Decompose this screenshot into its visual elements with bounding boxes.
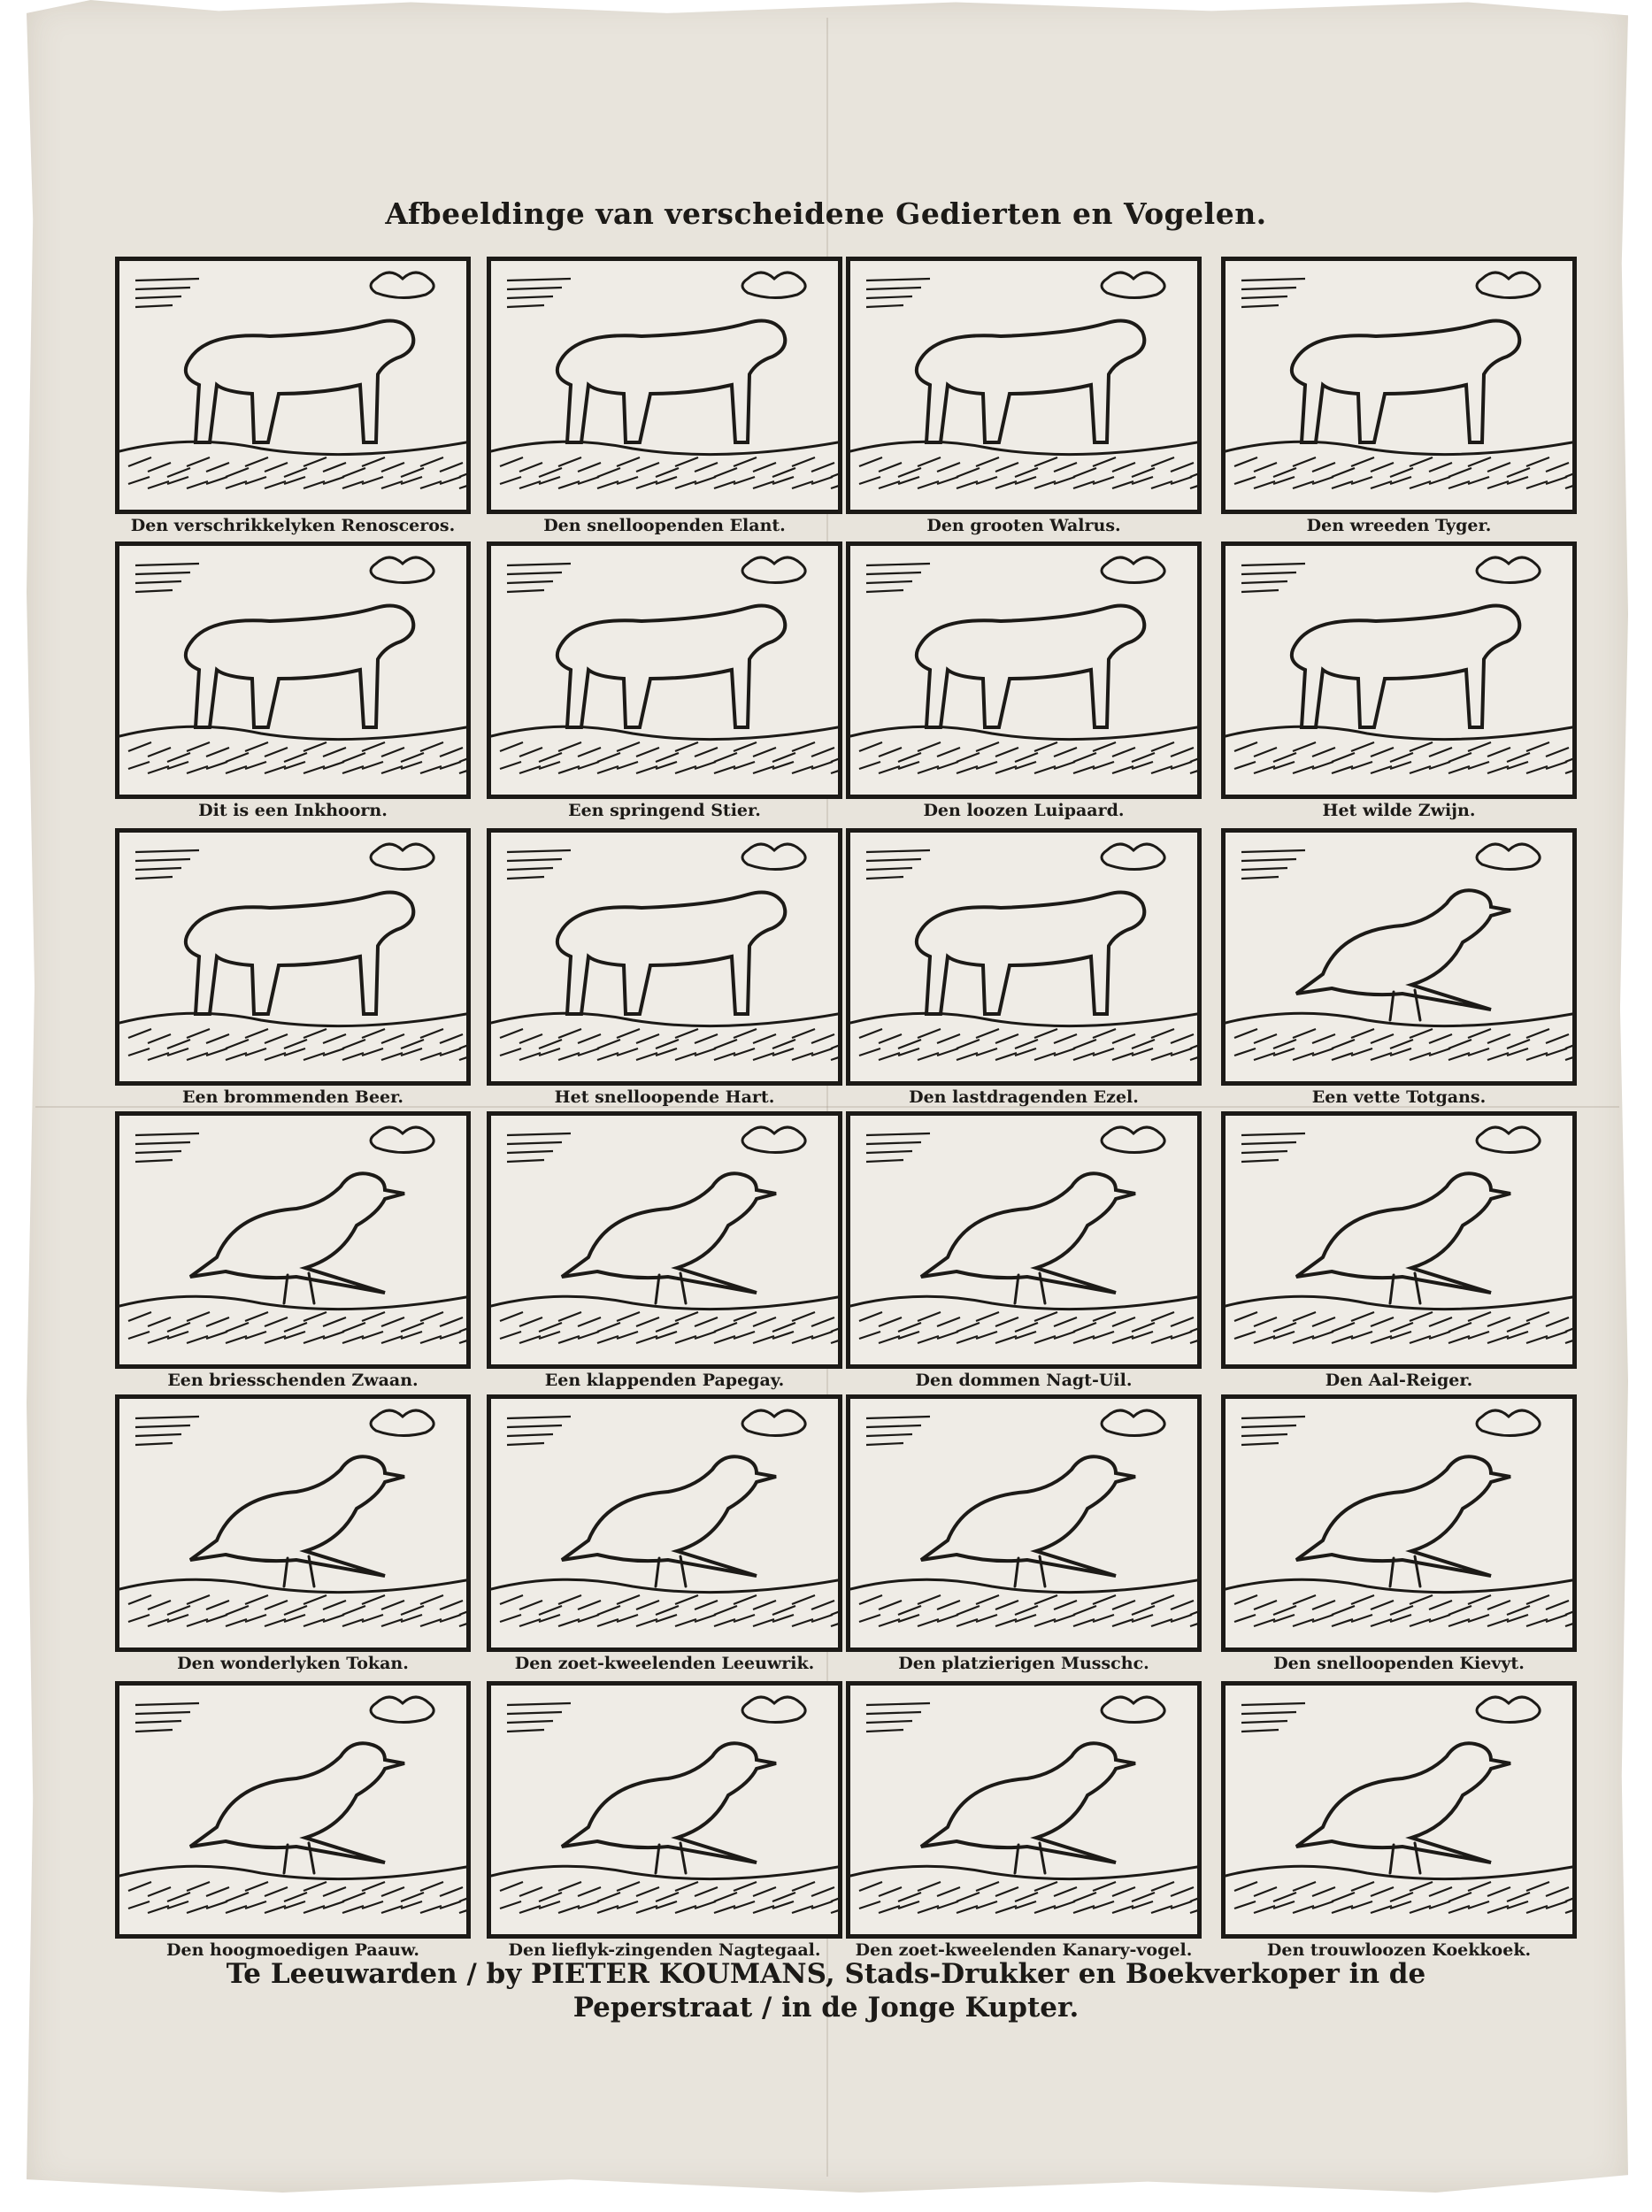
woodcut-frame bbox=[1221, 828, 1577, 1086]
woodcut-cell bbox=[115, 828, 471, 1107]
woodcut-caption: Den dommen Nagt-Uil. bbox=[915, 1371, 1133, 1390]
woodcut-cell bbox=[846, 1681, 1202, 1960]
ground-hatching bbox=[1226, 1013, 1572, 1060]
ground-hatching bbox=[119, 442, 466, 488]
peacock-figure bbox=[190, 1743, 404, 1873]
toucan-woodcut-illustration bbox=[119, 1399, 466, 1647]
elk-figure bbox=[557, 321, 785, 442]
bear-figure bbox=[186, 893, 413, 1014]
bird-woodcut-illustration bbox=[1226, 833, 1572, 1081]
ground-hatching bbox=[1226, 1866, 1572, 1913]
woodcut-cell bbox=[115, 1681, 471, 1960]
rhinoceros-woodcut-illustration bbox=[119, 261, 466, 510]
tiger-figure bbox=[1292, 321, 1519, 442]
woodcut-cell bbox=[1221, 1394, 1577, 1673]
imprint-line-2: Peperstraat / in de Jonge Kupter. bbox=[572, 1992, 1080, 2024]
woodcut-frame bbox=[1221, 541, 1577, 799]
woodcut-cell bbox=[115, 1111, 471, 1390]
bull-woodcut-illustration bbox=[491, 546, 838, 795]
peacock-woodcut-illustration bbox=[119, 1686, 466, 1934]
stag-figure bbox=[557, 893, 785, 1014]
heron-woodcut-illustration bbox=[1226, 1116, 1572, 1364]
ground-hatching bbox=[1226, 1579, 1572, 1626]
boar-figure bbox=[1292, 606, 1519, 727]
woodcut-cell bbox=[115, 257, 471, 535]
woodcut-frame bbox=[115, 257, 471, 514]
woodcut-caption: Den grooten Walrus. bbox=[926, 516, 1121, 535]
woodcut-cell bbox=[846, 828, 1202, 1107]
sky-hatching bbox=[866, 1410, 1164, 1445]
woodcut-caption: Den verschrikkelyken Renosceros. bbox=[130, 516, 456, 535]
woodcut-caption: Den wonderlyken Tokan. bbox=[177, 1654, 409, 1673]
sky-hatching bbox=[507, 844, 805, 879]
ground-hatching bbox=[850, 726, 1197, 773]
bird-figure bbox=[1296, 890, 1510, 1020]
sky-hatching bbox=[866, 273, 1164, 307]
woodcut-cell bbox=[487, 1111, 842, 1390]
woodcut-cell bbox=[115, 541, 471, 820]
woodcut-frame bbox=[115, 1681, 471, 1939]
sky-hatching bbox=[507, 273, 805, 307]
woodcut-cell bbox=[846, 541, 1202, 820]
squirrel-figure bbox=[186, 606, 413, 727]
woodcut-frame bbox=[115, 1394, 471, 1652]
woodcut-caption: Den trouwloozen Koekkoek. bbox=[1266, 1940, 1532, 1960]
woodcut-cell bbox=[846, 1394, 1202, 1673]
woodcut-frame bbox=[1221, 1394, 1577, 1652]
elk-woodcut-illustration bbox=[491, 261, 838, 510]
woodcut-caption: Den snelloopenden Kievyt. bbox=[1273, 1654, 1525, 1673]
ground-hatching bbox=[850, 1579, 1197, 1626]
ground-hatching bbox=[1226, 726, 1572, 773]
swan-figure bbox=[190, 1173, 404, 1303]
woodcut-caption: Het snelloopende Hart. bbox=[554, 1087, 775, 1107]
bird-woodcut-illustration bbox=[491, 1686, 838, 1934]
woodcut-cell bbox=[846, 1111, 1202, 1390]
woodcut-caption: Een klappenden Papegay. bbox=[544, 1371, 785, 1390]
sky-hatching bbox=[135, 1410, 434, 1445]
woodcut-frame bbox=[487, 828, 842, 1086]
ground-hatching bbox=[491, 726, 838, 773]
woodcut-frame bbox=[487, 257, 842, 514]
sky-hatching bbox=[1241, 844, 1540, 879]
ground-hatching bbox=[1226, 1296, 1572, 1343]
sky-hatching bbox=[507, 1697, 805, 1732]
woodcut-frame bbox=[846, 257, 1202, 514]
ground-hatching bbox=[119, 1579, 466, 1626]
sky-hatching bbox=[135, 1127, 434, 1162]
toucan-figure bbox=[190, 1456, 404, 1586]
ground-hatching bbox=[1226, 442, 1572, 488]
bull-figure bbox=[557, 606, 785, 727]
woodcut-frame bbox=[487, 1111, 842, 1369]
woodcut-caption: Den hoogmoedigen Paauw. bbox=[166, 1940, 419, 1960]
woodcut-caption: Den lieflyk-zingenden Nagtegaal. bbox=[508, 1940, 821, 1960]
sky-hatching bbox=[866, 1127, 1164, 1162]
walrus-figure bbox=[917, 321, 1144, 442]
ground-hatching bbox=[119, 1013, 466, 1060]
walrus-woodcut-illustration bbox=[850, 261, 1197, 510]
bird-figure bbox=[562, 1456, 776, 1586]
woodcut-cell bbox=[1221, 1111, 1577, 1390]
sky-hatching bbox=[1241, 557, 1540, 592]
sky-hatching bbox=[135, 557, 434, 592]
woodcut-caption: Dit is een Inkhoorn. bbox=[198, 801, 388, 820]
ground-hatching bbox=[850, 1296, 1197, 1343]
stag-woodcut-illustration bbox=[491, 833, 838, 1081]
woodcut-cell bbox=[1221, 257, 1577, 535]
ground-hatching bbox=[850, 442, 1197, 488]
sky-hatching bbox=[1241, 1697, 1540, 1732]
imprint-line-1: Te Leeuwarden / by PIETER KOUMANS, Stads-Drukker en Boekverkoper in de bbox=[226, 1958, 1426, 1990]
swan-woodcut-illustration bbox=[119, 1116, 466, 1364]
woodcut-frame bbox=[846, 1681, 1202, 1939]
woodcut-frame bbox=[846, 828, 1202, 1086]
bird-woodcut-illustration bbox=[1226, 1399, 1572, 1647]
woodcut-frame bbox=[1221, 257, 1577, 514]
ground-hatching bbox=[491, 1013, 838, 1060]
woodcut-cell bbox=[1221, 1681, 1577, 1960]
ground-hatching bbox=[119, 1296, 466, 1343]
woodcut-cell bbox=[487, 541, 842, 820]
sky-hatching bbox=[135, 273, 434, 307]
ground-hatching bbox=[119, 1866, 466, 1913]
tiger-woodcut-illustration bbox=[1226, 261, 1572, 510]
woodcut-caption: Een vette Totgans. bbox=[1311, 1087, 1487, 1107]
bird-figure bbox=[562, 1743, 776, 1873]
parrot-figure bbox=[562, 1173, 776, 1303]
sky-hatching bbox=[135, 1697, 434, 1732]
bear-woodcut-illustration bbox=[119, 833, 466, 1081]
sky-hatching bbox=[866, 557, 1164, 592]
woodcut-frame bbox=[487, 1394, 842, 1652]
woodcut-caption: Den zoet-kweelenden Kanary-vogel. bbox=[855, 1940, 1193, 1960]
ground-hatching bbox=[850, 1013, 1197, 1060]
page-title: Afbeeldinge van verscheidene Gedierten en Vogelen. bbox=[385, 196, 1267, 231]
owl-woodcut-illustration bbox=[850, 1116, 1197, 1364]
woodcut-cell bbox=[1221, 541, 1577, 820]
woodcut-caption: Den snelloopenden Elant. bbox=[543, 516, 786, 535]
woodcut-caption: Den zoet-kweelenden Leeuwrik. bbox=[514, 1654, 815, 1673]
woodcut-frame bbox=[846, 541, 1202, 799]
bird-figure bbox=[1296, 1743, 1510, 1873]
printer-imprint bbox=[0, 1957, 1652, 2024]
woodcut-cell bbox=[487, 1681, 842, 1960]
woodcut-frame bbox=[487, 541, 842, 799]
boar-woodcut-illustration bbox=[1226, 546, 1572, 795]
woodcut-caption: Den platzierigen Musschc. bbox=[898, 1654, 1149, 1673]
woodcut-cell bbox=[487, 828, 842, 1107]
woodcut-caption: Den lastdragenden Ezel. bbox=[909, 1087, 1139, 1107]
sky-hatching bbox=[507, 1410, 805, 1445]
woodcut-caption: Een springend Stier. bbox=[568, 801, 761, 820]
sky-hatching bbox=[507, 557, 805, 592]
ground-hatching bbox=[491, 1296, 838, 1343]
ground-hatching bbox=[491, 1866, 838, 1913]
sky-hatching bbox=[507, 1127, 805, 1162]
leopard-woodcut-illustration bbox=[850, 546, 1197, 795]
bird-figure bbox=[1296, 1456, 1510, 1586]
ground-hatching bbox=[119, 726, 466, 773]
woodcut-frame bbox=[846, 1111, 1202, 1369]
woodcut-cell bbox=[1221, 828, 1577, 1107]
woodcut-cell bbox=[487, 257, 842, 535]
woodcut-caption: Den wreeden Tyger. bbox=[1306, 516, 1492, 535]
woodcut-cell bbox=[846, 257, 1202, 535]
donkey-figure bbox=[917, 893, 1144, 1014]
sky-hatching bbox=[1241, 1410, 1540, 1445]
woodcut-frame bbox=[1221, 1681, 1577, 1939]
sky-hatching bbox=[866, 844, 1164, 879]
bird-woodcut-illustration bbox=[491, 1399, 838, 1647]
woodcut-caption: Een briesschenden Zwaan. bbox=[167, 1371, 419, 1390]
ground-hatching bbox=[491, 442, 838, 488]
woodcut-cell bbox=[115, 1394, 471, 1673]
woodcut-frame bbox=[487, 1681, 842, 1939]
donkey-woodcut-illustration bbox=[850, 833, 1197, 1081]
heron-figure bbox=[1296, 1173, 1510, 1303]
woodcut-caption: Het wilde Zwijn. bbox=[1322, 801, 1476, 820]
bird-woodcut-illustration bbox=[1226, 1686, 1572, 1934]
rhinoceros-figure bbox=[186, 321, 413, 442]
woodcut-frame bbox=[115, 828, 471, 1086]
bird-figure bbox=[921, 1456, 1135, 1586]
sky-hatching bbox=[866, 1697, 1164, 1732]
parrot-woodcut-illustration bbox=[491, 1116, 838, 1364]
leopard-figure bbox=[917, 606, 1144, 727]
squirrel-woodcut-illustration bbox=[119, 546, 466, 795]
sky-hatching bbox=[1241, 1127, 1540, 1162]
woodcut-caption: Een brommenden Beer. bbox=[182, 1087, 403, 1107]
ground-hatching bbox=[850, 1866, 1197, 1913]
ground-hatching bbox=[491, 1579, 838, 1626]
sky-hatching bbox=[135, 844, 434, 879]
bird-figure bbox=[921, 1743, 1135, 1873]
owl-figure bbox=[921, 1173, 1135, 1303]
woodcut-frame bbox=[1221, 1111, 1577, 1369]
woodcut-caption: Den Aal-Reiger. bbox=[1325, 1371, 1473, 1390]
woodcut-caption: Den loozen Luipaard. bbox=[923, 801, 1125, 820]
sky-hatching bbox=[1241, 273, 1540, 307]
woodcut-frame bbox=[846, 1394, 1202, 1652]
woodcut-cell bbox=[487, 1394, 842, 1673]
bird-woodcut-illustration bbox=[850, 1686, 1197, 1934]
woodcut-frame bbox=[115, 1111, 471, 1369]
woodcut-frame bbox=[115, 541, 471, 799]
bird-woodcut-illustration bbox=[850, 1399, 1197, 1647]
